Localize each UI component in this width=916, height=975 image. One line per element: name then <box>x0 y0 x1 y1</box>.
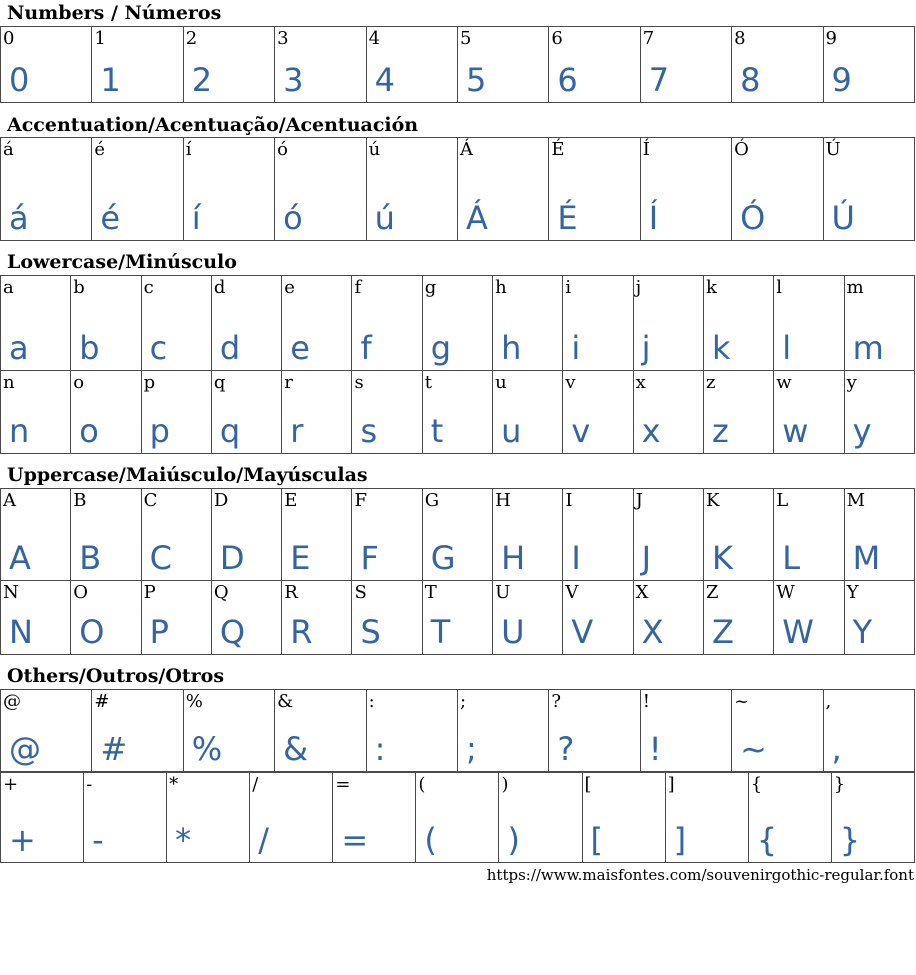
char-label: { <box>750 774 763 795</box>
glyph-cell <box>92 138 183 241</box>
glyph-cell <box>748 773 831 863</box>
glyph-cell <box>250 773 333 863</box>
char-label: Á <box>459 139 473 160</box>
glyph-sample: G <box>430 539 456 577</box>
glyph-cell <box>499 773 582 863</box>
char-label: F <box>354 490 367 511</box>
glyph-sample: ó <box>283 199 303 237</box>
glyph-cell <box>282 276 352 371</box>
glyph-cell <box>640 138 731 241</box>
glyph-cell <box>732 138 823 241</box>
char-label: 0 <box>3 28 15 49</box>
glyph-sample: o <box>79 412 99 450</box>
others-grid-2 <box>0 772 915 863</box>
glyph-cell <box>183 27 274 103</box>
char-label: % <box>185 691 203 712</box>
glyph-cell <box>183 690 274 772</box>
glyph-sample: ? <box>557 730 575 768</box>
glyph-cell <box>457 690 548 772</box>
glyph-sample: + <box>9 821 36 859</box>
glyph-cell <box>275 27 366 103</box>
char-label: V <box>565 582 579 603</box>
char-label: á <box>3 139 14 160</box>
char-label: Ú <box>825 139 841 160</box>
glyph-sample: ) <box>507 821 520 859</box>
glyph-cell <box>141 581 211 655</box>
glyph-sample: X <box>641 613 664 651</box>
glyph-sample: D <box>219 539 245 577</box>
char-label: m <box>846 277 864 298</box>
glyph-sample: y <box>852 412 872 450</box>
char-label: @ <box>3 691 21 712</box>
char-label: D <box>213 490 229 511</box>
glyph-sample: j <box>641 329 651 367</box>
glyph-cell <box>703 581 773 655</box>
char-label: X <box>635 582 649 603</box>
glyph-cell <box>831 773 914 863</box>
glyph-cell <box>732 27 823 103</box>
glyph-sample: Z <box>711 613 734 651</box>
glyph-sample: @ <box>9 730 41 768</box>
glyph-cell <box>366 690 457 772</box>
glyph-cell <box>844 581 914 655</box>
section-title-others: Others/Outros/Otros <box>7 665 225 687</box>
char-label: v <box>565 372 576 393</box>
glyph-sample: u <box>501 412 522 450</box>
glyph-sample: ] <box>673 821 687 859</box>
glyph-sample: 0 <box>9 61 30 99</box>
glyph-sample: / <box>258 821 270 859</box>
glyph-cell <box>549 138 640 241</box>
glyph-cell <box>703 489 773 581</box>
glyph-sample: v <box>571 412 591 450</box>
char-label: & <box>277 691 294 712</box>
glyph-sample: f <box>360 329 372 367</box>
glyph-cell <box>92 27 183 103</box>
glyph-cell <box>774 276 844 371</box>
char-label: / <box>252 774 259 795</box>
char-label: ; <box>459 691 467 712</box>
glyph-sample: r <box>290 412 304 450</box>
char-label: h <box>495 277 507 298</box>
char-label: ! <box>642 691 650 712</box>
char-label: N <box>3 582 19 603</box>
char-label: n <box>3 372 15 393</box>
glyph-sample: q <box>219 412 241 450</box>
uppercase-grid <box>0 488 915 655</box>
glyph-cell <box>457 138 548 241</box>
glyph-cell <box>211 276 281 371</box>
glyph-cell <box>422 581 492 655</box>
char-label: = <box>335 774 351 795</box>
glyph-cell <box>823 690 914 772</box>
glyph-cell <box>366 27 457 103</box>
glyph-cell <box>352 489 422 581</box>
char-label: A <box>3 490 16 511</box>
char-label: , <box>825 691 832 712</box>
glyph-cell <box>1 371 71 454</box>
glyph-sample: F <box>360 539 379 577</box>
glyph-sample: Y <box>852 613 873 651</box>
glyph-sample: c <box>149 329 168 367</box>
char-label: c <box>143 277 154 298</box>
glyph-sample: % <box>191 730 223 768</box>
glyph-cell <box>493 581 563 655</box>
glyph-cell <box>352 371 422 454</box>
char-label: P <box>143 582 156 603</box>
glyph-cell <box>71 276 141 371</box>
footer-url: https://www.maisfontes.com/souvenirgothic-regular.font <box>486 866 914 884</box>
char-label: ú <box>368 139 381 160</box>
glyph-sample: & <box>283 730 309 768</box>
char-label: ( <box>418 774 426 795</box>
char-label: g <box>424 277 437 298</box>
char-label: e <box>284 277 295 298</box>
glyph-cell <box>563 276 633 371</box>
glyph-sample: = <box>341 821 369 859</box>
char-label: u <box>495 372 507 393</box>
glyph-cell <box>774 371 844 454</box>
glyph-sample: 7 <box>648 61 670 99</box>
glyph-sample: z <box>711 412 729 450</box>
glyph-cell <box>493 371 563 454</box>
glyph-sample: Á <box>465 199 488 237</box>
glyph-sample: 9 <box>831 61 852 99</box>
glyph-cell <box>582 773 665 863</box>
glyph-cell <box>703 276 773 371</box>
glyph-sample: s <box>360 412 378 450</box>
char-label: 8 <box>734 28 746 49</box>
char-label: W <box>776 582 795 603</box>
glyph-cell <box>416 773 499 863</box>
char-label: + <box>3 774 19 795</box>
glyph-sample: b <box>79 329 100 367</box>
glyph-sample: C <box>149 539 172 577</box>
glyph-sample: p <box>149 412 170 450</box>
char-label: 2 <box>185 28 198 49</box>
char-label: E <box>284 490 298 511</box>
glyph-cell <box>633 371 703 454</box>
glyph-cell <box>141 489 211 581</box>
glyph-cell <box>844 276 914 371</box>
glyph-sample: É <box>557 199 578 237</box>
glyph-cell <box>493 276 563 371</box>
glyph-cell <box>167 773 250 863</box>
glyph-cell <box>92 690 183 772</box>
glyph-sample: x <box>641 412 661 450</box>
char-label: ó <box>277 139 289 160</box>
char-label: J <box>635 490 643 511</box>
char-label: H <box>495 490 511 511</box>
glyph-cell <box>1 489 71 581</box>
glyph-cell <box>774 581 844 655</box>
glyph-sample: W <box>782 613 814 651</box>
glyph-sample: : <box>374 730 386 768</box>
char-label: k <box>705 277 717 298</box>
glyph-sample: Q <box>219 613 246 651</box>
section-title-accents: Accentuation/Acentuação/Acentuación <box>7 114 419 136</box>
char-label: R <box>284 582 298 603</box>
glyph-sample: N <box>9 613 33 651</box>
glyph-cell <box>493 489 563 581</box>
char-label: o <box>73 372 85 393</box>
glyph-sample: 4 <box>374 61 395 99</box>
glyph-cell <box>549 27 640 103</box>
char-label: I <box>565 490 573 511</box>
glyph-sample: 6 <box>557 61 578 99</box>
char-label: : <box>368 691 375 712</box>
glyph-cell <box>71 581 141 655</box>
char-label: L <box>776 490 789 511</box>
glyph-cell <box>703 371 773 454</box>
char-label: ? <box>551 691 561 712</box>
char-label: * <box>169 774 179 795</box>
glyph-cell <box>774 489 844 581</box>
glyph-cell <box>211 489 281 581</box>
glyph-cell <box>282 489 352 581</box>
glyph-cell <box>141 276 211 371</box>
glyph-cell <box>823 138 914 241</box>
glyph-cell <box>640 690 731 772</box>
glyph-cell <box>422 371 492 454</box>
char-label: O <box>73 582 89 603</box>
glyph-cell <box>352 276 422 371</box>
glyph-cell <box>549 690 640 772</box>
char-label: é <box>94 139 106 160</box>
glyph-sample: L <box>782 539 801 577</box>
glyph-sample: , <box>831 730 842 768</box>
glyph-cell <box>211 371 281 454</box>
char-label: y <box>846 372 857 393</box>
glyph-sample: T <box>430 613 451 651</box>
glyph-sample: ú <box>374 199 395 237</box>
glyph-cell <box>333 773 416 863</box>
char-label: B <box>73 490 87 511</box>
char-label: [ <box>584 774 592 795</box>
glyph-sample: O <box>79 613 105 651</box>
glyph-cell <box>275 690 366 772</box>
glyph-sample: - <box>92 821 104 859</box>
lowercase-grid <box>0 275 915 454</box>
char-label: S <box>354 582 367 603</box>
char-label: b <box>73 277 85 298</box>
char-label: s <box>354 372 364 393</box>
glyph-cell <box>275 138 366 241</box>
glyph-cell <box>84 773 167 863</box>
glyph-sample: { <box>756 821 778 859</box>
glyph-cell <box>563 581 633 655</box>
char-label: j <box>635 277 642 298</box>
char-label: a <box>3 277 14 298</box>
char-label: } <box>833 774 846 795</box>
glyph-sample: } <box>839 821 861 859</box>
char-label: T <box>424 582 437 603</box>
glyph-cell <box>457 27 548 103</box>
glyph-cell <box>844 371 914 454</box>
glyph-cell <box>1 138 92 241</box>
char-label: ~ <box>734 691 750 712</box>
glyph-sample: U <box>501 613 525 651</box>
glyph-sample: i <box>571 329 581 367</box>
glyph-sample: B <box>79 539 102 577</box>
char-label: 6 <box>551 28 563 49</box>
glyph-cell <box>71 371 141 454</box>
glyph-sample: V <box>571 613 594 651</box>
char-label: 4 <box>368 28 381 49</box>
glyph-sample: 8 <box>740 61 761 99</box>
glyph-sample: d <box>219 329 241 367</box>
char-label: Í <box>642 139 650 160</box>
glyph-sample: Ó <box>740 199 766 237</box>
glyph-sample: a <box>9 329 29 367</box>
glyph-sample: Í <box>648 199 659 237</box>
glyph-sample: h <box>501 329 522 367</box>
char-label: 5 <box>459 28 472 49</box>
char-label: 3 <box>277 28 289 49</box>
glyph-cell <box>633 581 703 655</box>
glyph-cell <box>563 489 633 581</box>
glyph-cell <box>844 489 914 581</box>
char-label: ) <box>501 774 509 795</box>
char-label: G <box>424 490 440 511</box>
char-label: r <box>284 372 293 393</box>
glyph-sample: ! <box>648 730 662 768</box>
char-label: z <box>705 372 716 393</box>
glyph-cell <box>640 27 731 103</box>
glyph-sample: 1 <box>100 61 121 99</box>
char-label: l <box>776 277 783 298</box>
glyph-cell <box>183 138 274 241</box>
others-grid-1 <box>0 689 915 772</box>
glyph-sample: Ú <box>831 199 855 237</box>
glyph-sample: l <box>782 329 792 367</box>
char-label: í <box>185 139 192 160</box>
glyph-sample: A <box>9 539 31 577</box>
char-label: K <box>705 490 720 511</box>
glyph-cell <box>422 489 492 581</box>
char-label: Q <box>213 582 229 603</box>
char-label: M <box>846 490 865 511</box>
glyph-sample: S <box>360 613 381 651</box>
char-label: Y <box>846 582 859 603</box>
glyph-cell <box>1 773 84 863</box>
glyph-cell <box>633 276 703 371</box>
glyph-sample: á <box>9 199 29 237</box>
glyph-sample: ~ <box>740 730 767 768</box>
section-title-uppercase: Uppercase/Maiúsculo/Mayúsculas <box>7 464 368 486</box>
glyph-sample: t <box>430 412 444 450</box>
char-label: i <box>565 277 572 298</box>
glyph-cell <box>1 581 71 655</box>
glyph-cell <box>823 27 914 103</box>
glyph-sample: n <box>9 412 30 450</box>
char-label: f <box>354 277 362 298</box>
char-label: # <box>94 691 110 712</box>
glyph-cell <box>71 489 141 581</box>
glyph-sample: P <box>149 613 169 651</box>
char-label: t <box>424 372 433 393</box>
glyph-sample: E <box>290 539 311 577</box>
glyph-sample: 5 <box>465 61 487 99</box>
glyph-sample: M <box>852 539 881 577</box>
glyph-sample: í <box>191 199 201 237</box>
glyph-cell <box>352 581 422 655</box>
glyph-cell <box>282 581 352 655</box>
char-label: d <box>213 277 226 298</box>
char-label: 7 <box>642 28 655 49</box>
char-label: 9 <box>825 28 837 49</box>
glyph-sample: 2 <box>191 61 213 99</box>
glyph-sample: w <box>782 412 809 450</box>
glyph-sample: e <box>290 329 310 367</box>
glyph-cell <box>665 773 748 863</box>
glyph-sample: J <box>641 539 652 577</box>
glyph-cell <box>366 138 457 241</box>
char-label: C <box>143 490 158 511</box>
char-label: Z <box>705 582 719 603</box>
char-label: ] <box>667 774 675 795</box>
glyph-sample: R <box>290 613 313 651</box>
glyph-cell <box>422 276 492 371</box>
char-label: w <box>776 372 792 393</box>
char-label: x <box>635 372 646 393</box>
numbers-grid <box>0 26 915 103</box>
glyph-cell <box>282 371 352 454</box>
glyph-cell <box>633 489 703 581</box>
glyph-cell <box>563 371 633 454</box>
glyph-sample: é <box>100 199 121 237</box>
section-title-lowercase: Lowercase/Minúsculo <box>7 251 237 273</box>
section-title-numbers: Numbers / Números <box>7 2 222 24</box>
glyph-sample: g <box>430 329 452 367</box>
glyph-sample: k <box>711 329 731 367</box>
glyph-sample: [ <box>590 821 604 859</box>
glyph-cell <box>1 27 92 103</box>
char-label: U <box>495 582 511 603</box>
char-label: - <box>86 774 93 795</box>
glyph-cell <box>211 581 281 655</box>
glyph-cell <box>1 690 92 772</box>
accents-grid <box>0 137 915 241</box>
glyph-sample: ( <box>424 821 437 859</box>
glyph-cell <box>732 690 823 772</box>
char-label: p <box>143 372 156 393</box>
glyph-sample: # <box>100 730 128 768</box>
glyph-sample: * <box>175 821 192 859</box>
char-label: q <box>213 372 226 393</box>
glyph-cell <box>1 276 71 371</box>
char-label: Ó <box>734 139 749 160</box>
glyph-sample: I <box>571 539 581 577</box>
glyph-sample: 3 <box>283 61 304 99</box>
glyph-sample: K <box>711 539 733 577</box>
glyph-cell <box>141 371 211 454</box>
glyph-sample: m <box>852 329 884 367</box>
glyph-sample: H <box>501 539 526 577</box>
char-label: 1 <box>94 28 106 49</box>
glyph-sample: ; <box>465 730 477 768</box>
char-label: É <box>551 139 565 160</box>
